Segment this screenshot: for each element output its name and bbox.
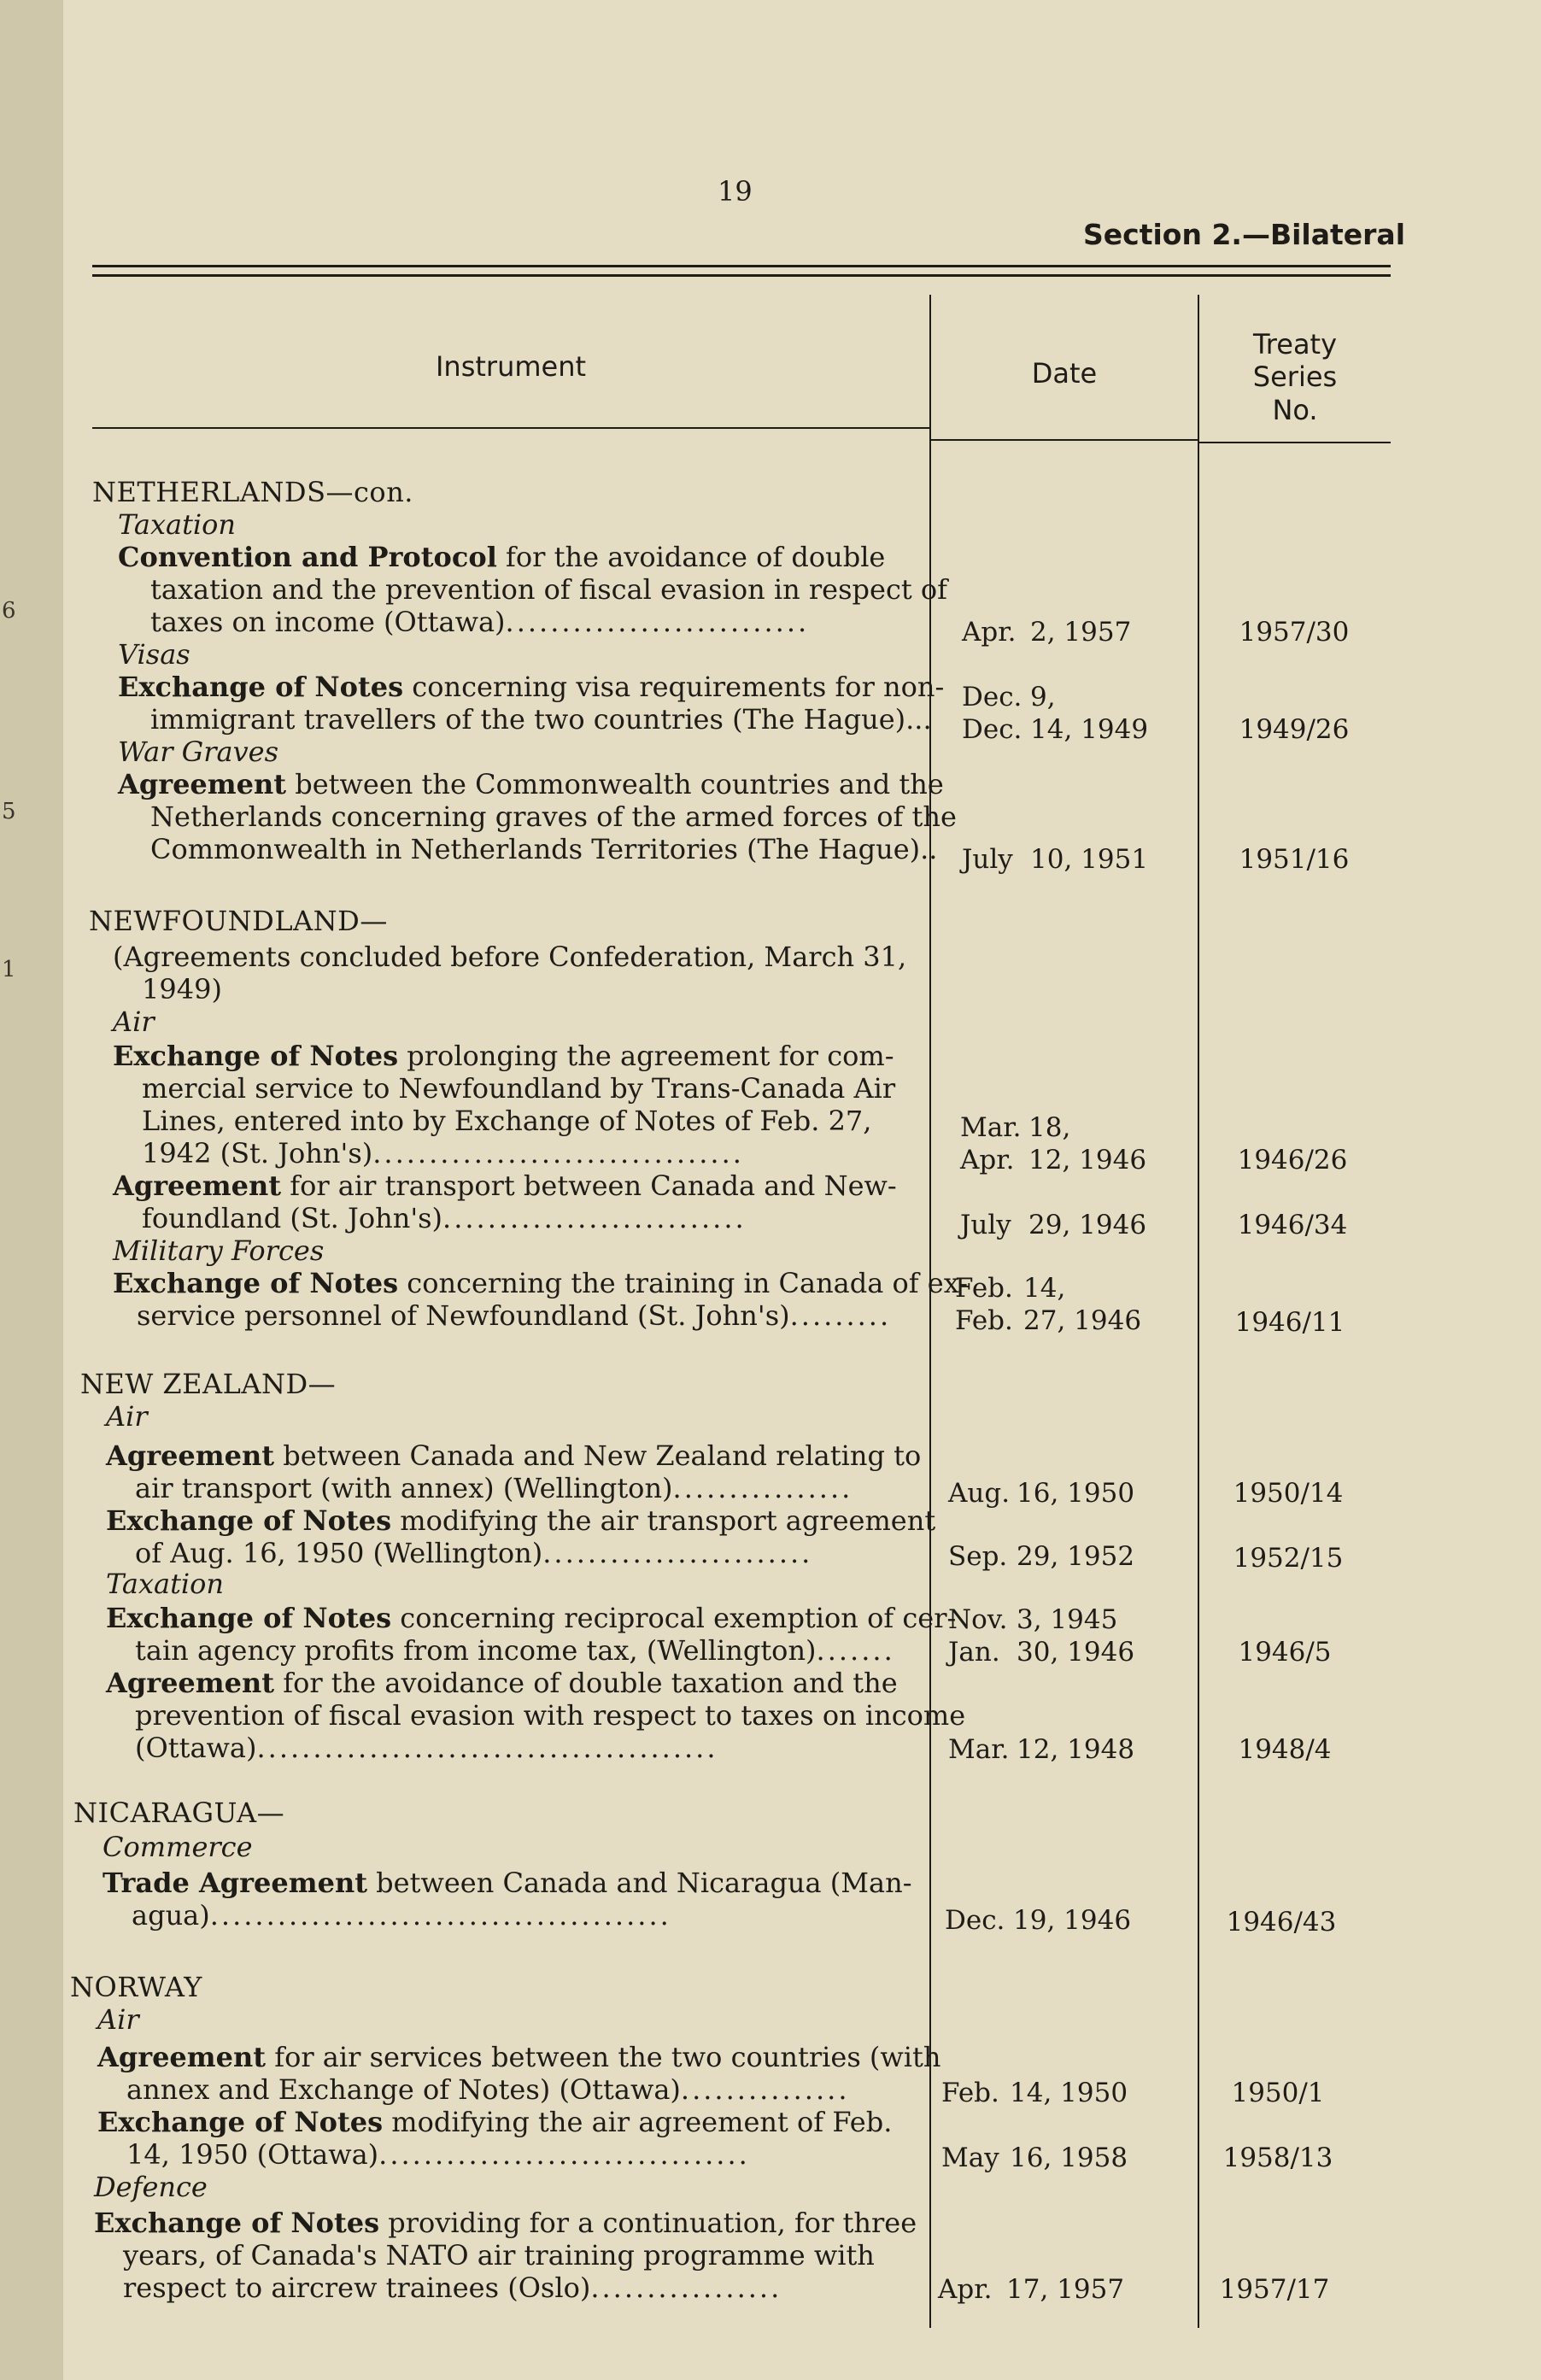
series-number: 1957/30	[1239, 617, 1350, 648]
instrument-entry: Exchange of Notes prolonging the agreement for com-	[113, 1040, 894, 1072]
instrument-line: annex and Exchange of Notes) (Ottawa)...............	[126, 2073, 850, 2106]
instrument-line: respect to aircrew trainees (Oslo).................	[123, 2272, 782, 2304]
header-rule-top	[92, 265, 1391, 267]
instrument-type: Convention and Protocol	[118, 541, 497, 573]
header-date: Date	[1031, 357, 1098, 390]
instrument-line: taxes on income (Ottawa)...........................	[150, 606, 810, 638]
date-value: Jan. 30, 1946	[948, 1637, 1135, 1668]
series-number: 1958/13	[1222, 2143, 1333, 2173]
subject-heading: War Graves	[118, 736, 279, 768]
instrument-note: (Agreements concluded before Confederation, March 31,	[113, 941, 907, 973]
date-value: Sep. 29, 1952	[948, 1541, 1135, 1572]
country-heading: NEW ZEALAND—	[80, 1368, 337, 1400]
country-heading: NEWFOUNDLAND—	[89, 905, 388, 937]
header-instrument: Instrument	[435, 350, 587, 383]
subject-heading: Taxation	[106, 1568, 225, 1600]
series-number: 1951/16	[1239, 844, 1350, 875]
header-rule-bottom	[92, 274, 1391, 277]
series-number: 1949/26	[1239, 714, 1350, 745]
date-value: July 29, 1946	[960, 1210, 1147, 1240]
instrument-line: Commonwealth in Netherlands Territories (The Hague)..	[150, 833, 938, 865]
instrument-line: 14, 1950 (Ottawa).................................	[126, 2138, 750, 2171]
instrument-entry: Exchange of Notes modifying the air transport agreement	[106, 1504, 936, 1537]
series-number: 1946/11	[1234, 1307, 1345, 1338]
instrument-text: for the avoidance of double	[496, 541, 886, 573]
instrument-line: taxation and the prevention of fiscal evasion in respect of	[150, 573, 948, 606]
series-number: 1948/4	[1238, 1734, 1332, 1765]
date-value: Aug. 16, 1950	[948, 1478, 1135, 1509]
instrument-entry: Agreement for air transport between Canada and New-	[113, 1169, 897, 1202]
instrument-line: years, of Canada's NATO air training programme with	[123, 2239, 875, 2272]
instrument-line: foundland (St. John's)...........................	[142, 1202, 747, 1234]
page-number: 19	[718, 175, 753, 208]
date-value: Apr. 12, 1946	[960, 1145, 1147, 1175]
leader-dots: ...........................	[505, 606, 810, 638]
instrument-line: service personnel of Newfoundland (St. John's).........	[137, 1299, 892, 1332]
instrument-line: tain agency profits from income tax, (Wellington).......	[135, 1634, 895, 1667]
series-number: 1946/43	[1226, 1907, 1337, 1937]
date-value: Apr. 2, 1957	[962, 617, 1132, 648]
instrument-line: mercial service to Newfoundland by Trans-Canada Air	[142, 1072, 896, 1105]
date-value: July 10, 1951	[962, 844, 1149, 875]
instrument-entry: Exchange of Notes concerning visa requirements for non-	[118, 671, 945, 703]
margin-digit: 6	[2, 598, 16, 624]
subject-heading: Military Forces	[113, 1234, 325, 1267]
subject-heading: Defence	[94, 2171, 208, 2203]
instrument-entry: Agreement for air services between the two countries (with	[97, 2041, 941, 2073]
instrument-entry: Agreement for the avoidance of double taxation and the	[106, 1667, 898, 1699]
date-value: Dec. 9,	[962, 682, 1056, 712]
instrument-entry	[118, 542, 885, 573]
subject-heading: Commerce	[103, 1831, 253, 1863]
instrument-line: of Aug. 16, 1950 (Wellington)........................	[135, 1537, 813, 1569]
series-number: 1946/5	[1238, 1637, 1332, 1668]
instrument-line: air transport (with annex) (Wellington)................	[135, 1472, 853, 1504]
instrument-entry: Trade Agreement between Canada and Nicaragua (Man-	[103, 1867, 912, 1899]
series-header-rule	[1199, 442, 1391, 443]
subject-heading: Air	[113, 1005, 155, 1038]
adjacent-page-strip	[0, 0, 65, 2380]
instrument-line: Netherlands concerning graves of the armed forces of the	[150, 800, 957, 833]
date-value: Apr. 17, 1957	[938, 2274, 1125, 2305]
subject-heading: Air	[97, 2003, 139, 2036]
instrument-entry: Exchange of Notes providing for a continuation, for three	[94, 2207, 917, 2239]
date-value: Feb. 14, 1950	[941, 2078, 1128, 2108]
instrument-line: 1942 (St. John's).................................	[142, 1137, 744, 1169]
date-header-rule	[931, 439, 1198, 441]
instrument-line: immigrant travellers of the two countries (The Hague)...	[150, 703, 932, 736]
instrument-note-line: 1949)	[142, 973, 222, 1005]
instrument-header-rule	[92, 427, 929, 429]
instrument-line: (Ottawa).........................................	[135, 1732, 718, 1764]
date-value: Nov. 3, 1945	[948, 1604, 1118, 1635]
instrument-entry: Exchange of Notes concerning the training in Canada of ex-	[113, 1267, 968, 1299]
series-number: 1946/26	[1237, 1145, 1348, 1175]
country-heading: NICARAGUA—	[73, 1797, 285, 1829]
instrument-line: agua).........................................	[132, 1899, 671, 1932]
instrument-entry: Exchange of Notes modifying the air agreement of Feb.	[97, 2106, 893, 2138]
header-series-line2: Series	[1252, 361, 1338, 393]
section-title: Section 2.—Bilateral	[1083, 218, 1406, 251]
date-value: May 16, 1958	[941, 2143, 1128, 2173]
instrument-line: Lines, entered into by Exchange of Notes of Feb. 27,	[142, 1105, 872, 1137]
date-value: Dec. 14, 1949	[962, 714, 1149, 745]
subject-heading: Air	[106, 1400, 148, 1433]
country-heading: NETHERLANDS—con.	[92, 476, 413, 508]
date-value: Mar. 12, 1948	[948, 1734, 1135, 1765]
instrument-entry: Agreement between the Commonwealth countries and the	[118, 768, 944, 800]
date-value: Dec. 19, 1946	[945, 1905, 1132, 1936]
header-series-line3: No.	[1272, 394, 1318, 426]
series-number: 1957/17	[1219, 2274, 1330, 2305]
date-value: Mar. 18,	[960, 1112, 1071, 1143]
series-number: 1950/14	[1233, 1478, 1344, 1509]
column-divider-date-series	[1198, 295, 1199, 2328]
series-number: 1952/15	[1233, 1543, 1344, 1574]
country-heading: NORWAY	[70, 1971, 202, 2003]
subject-heading: Taxation	[118, 508, 237, 541]
series-number: 1946/34	[1237, 1210, 1348, 1240]
subject-heading: Visas	[118, 638, 190, 671]
series-number: 1950/1	[1231, 2078, 1325, 2108]
date-value: Feb. 14,	[955, 1273, 1066, 1304]
instrument-entry: Exchange of Notes concerning reciprocal exemption of cer-	[106, 1602, 957, 1634]
margin-digit: 1	[2, 957, 16, 982]
header-series-line1: Treaty	[1252, 328, 1338, 361]
margin-digit: 5	[2, 799, 16, 824]
instrument-line: prevention of fiscal evasion with respect to taxes on income	[135, 1699, 966, 1732]
date-value: Feb. 27, 1946	[955, 1305, 1142, 1336]
instrument-entry: Agreement between Canada and New Zealand relating to	[106, 1439, 922, 1472]
